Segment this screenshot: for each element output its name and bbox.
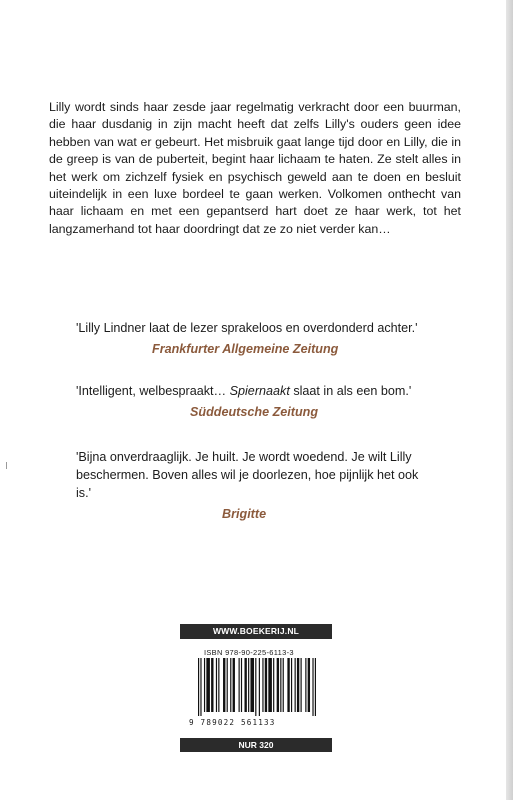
barcode-bar: [305, 658, 306, 712]
nur-label: NUR 320: [180, 738, 332, 752]
barcode-bar: [241, 658, 242, 712]
isbn-label: ISBN 978-90-225-6113-3: [204, 648, 294, 657]
quote-source: Frankfurter Allgemeine Zeitung: [152, 342, 339, 356]
barcode-digits: 9 789022 561133: [189, 718, 276, 727]
review-quote-1: [76, 319, 436, 358]
barcode-bar: [262, 658, 263, 712]
barcode-bar: [244, 658, 246, 712]
quote-text-after: slaat in als een bom.': [289, 384, 412, 398]
barcode-bar: [200, 658, 201, 716]
barcode-bar: [301, 658, 302, 712]
barcode-bar: [204, 658, 205, 712]
barcode-bar: [295, 658, 296, 712]
blurb-text: Lilly wordt sinds haar zesde jaar regelmatig verkracht door een buurman, die haar dusdanig in zijn macht heeft dat zelfs Lilly's ouders geen idee hebben van wat er gebeurt. Het misbruik gaat lange tijd door en Lilly, die in de greep is van de puberteit, begint haar lichaam te haten. Ze stelt alles in het werk om zichzelf fysiek en psychisch geweld aan te doen en besluit uiteindelijk in een luxe bordeel te gaan werken. Volkomen onthecht van haar lichaam en met een gepantserd hart doet ze haar werk, tot het langzamerhand tot haar doordringt dat ze zo niet verder kan…: [49, 100, 461, 236]
barcode-bar: [315, 658, 316, 716]
review-quote-3: [76, 448, 436, 523]
fold-mark: [6, 462, 7, 469]
publisher-url-label: WWW.BOEKERIJ.NL: [180, 624, 332, 639]
barcode-bar: [273, 658, 274, 712]
barcode-bar: [216, 658, 217, 712]
barcode-bar: [280, 658, 281, 712]
barcode-bar: [259, 658, 260, 716]
barcode-bar: [312, 658, 313, 716]
quote-source: Süddeutsche Zeitung: [190, 405, 319, 419]
page-edge: [506, 0, 513, 800]
barcode-bar: [291, 658, 292, 712]
barcode-bar: [255, 658, 256, 716]
review-quote-2: [76, 382, 436, 421]
quote-text: 'Bijna onverdraaglijk. Je huilt. Je wordt woedend. Je wilt Lilly beschermen. Boven alles wil je doorlezen, hoe pijnlijk het ook is.': [76, 450, 419, 500]
book-title: Spiernaakt: [229, 384, 290, 398]
barcode-bar: [283, 658, 284, 712]
barcode-bar: [277, 658, 279, 712]
barcode-bar: [218, 658, 219, 712]
barcode-bar: [223, 658, 225, 712]
barcode-bar: [230, 658, 231, 712]
barcode-bar: [268, 658, 272, 712]
barcode: [198, 658, 316, 716]
barcode-bar: [250, 658, 254, 712]
quote-text-before: 'Intelligent, welbespraakt…: [76, 384, 230, 398]
barcode-panel: [180, 647, 332, 735]
quote-text: 'Lilly Lindner laat de lezer sprakeloos en overdonderd achter.': [76, 321, 418, 335]
barcode-bar: [233, 658, 235, 712]
quote-text: [76, 382, 436, 400]
barcode-bar: [206, 658, 210, 712]
barcode-bar: [308, 658, 310, 712]
barcode-bar: [248, 658, 249, 712]
barcode-bar: [287, 658, 289, 712]
barcode-bar: [227, 658, 228, 712]
barcode-bar: [239, 658, 240, 712]
barcode-bar: [198, 658, 199, 716]
barcode-bar: [265, 658, 267, 712]
barcode-bar: [297, 658, 299, 712]
barcode-bar: [211, 658, 213, 712]
quote-source: Brigitte: [222, 507, 267, 521]
